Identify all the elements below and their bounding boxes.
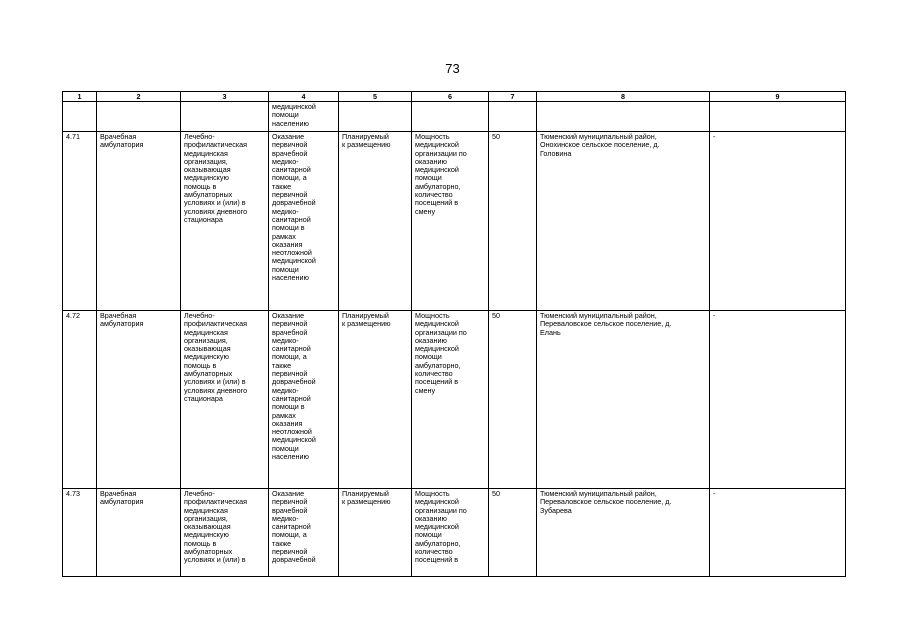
cell-capacity <box>412 102 489 132</box>
cell-type: Лечебно- профилактическая медицинская организация, оказывающая медицинскую помощь в амбулаторных условиях и (или) в условиях дневного стационара <box>181 132 269 311</box>
cell-location: Тюменский муниципальный район, Онохинское сельское поселение, д. Головина <box>537 132 710 311</box>
cell-purpose: медицинской помощи населению <box>269 102 339 132</box>
column-header: 5 <box>339 92 412 102</box>
page-number: 73 <box>445 61 460 76</box>
cell-location: Тюменский муниципальный район, Переваловское сельское поселение, д. Елань <box>537 311 710 489</box>
cell-status: Планируемый к размещению <box>339 311 412 489</box>
cell-purpose: Оказание первичной врачебной медико- санитарной помощи, а также первичной доврачебной <box>269 489 339 577</box>
header-row <box>63 92 846 102</box>
column-header: 3 <box>181 92 269 102</box>
column-header: 7 <box>489 92 537 102</box>
cell-purpose: Оказание первичной врачебной медико- санитарной помощи, а также первичной доврачебной медико- санитарной помощи в рамках оказания неотложной медицинской помощи населению <box>269 132 339 311</box>
cell-value: 50 <box>489 311 537 489</box>
cell-type: Лечебно- профилактическая медицинская организация, оказывающая медицинскую помощь в амбулаторных условиях и (или) в <box>181 489 269 577</box>
column-header: 4 <box>269 92 339 102</box>
table-row <box>63 102 846 132</box>
column-header: 1 <box>63 92 97 102</box>
cell-name: Врачебная амбулатория <box>97 489 181 577</box>
column-header: 9 <box>710 92 846 102</box>
cell-value: 50 <box>489 132 537 311</box>
cell-num: 4.73 <box>63 489 97 577</box>
cell-zone <box>710 102 846 132</box>
cell-value <box>489 102 537 132</box>
cell-value: 50 <box>489 489 537 577</box>
cell-capacity: Мощность медицинской организации по оказанию медицинской помощи амбулаторно, количество посещений в смену <box>412 311 489 489</box>
cell-status: Планируемый к размещению <box>339 489 412 577</box>
cell-type <box>181 102 269 132</box>
column-header: 8 <box>537 92 710 102</box>
cell-type: Лечебно- профилактическая медицинская организация, оказывающая медицинскую помощь в амбулаторных условиях и (или) в условиях дневного стационара <box>181 311 269 489</box>
cell-status <box>339 102 412 132</box>
cell-capacity: Мощность медицинской организации по оказанию медицинской помощи амбулаторно, количество посещений в <box>412 489 489 577</box>
column-header: 6 <box>412 92 489 102</box>
cell-zone: - <box>710 489 846 577</box>
table-row <box>63 132 846 311</box>
table-row <box>63 311 846 489</box>
cell-num: 4.72 <box>63 311 97 489</box>
cell-name: Врачебная амбулатория <box>97 311 181 489</box>
cell-num <box>63 102 97 132</box>
facilities-table <box>62 91 846 577</box>
column-header: 2 <box>97 92 181 102</box>
cell-name: Врачебная амбулатория <box>97 132 181 311</box>
cell-purpose: Оказание первичной врачебной медико- санитарной помощи, а также первичной доврачебной медико- санитарной помощи в рамках оказания неотложной медицинской помощи населению <box>269 311 339 489</box>
cell-zone: - <box>710 311 846 489</box>
cell-status: Планируемый к размещению <box>339 132 412 311</box>
cell-capacity: Мощность медицинской организации по оказанию медицинской помощи амбулаторно, количество посещений в смену <box>412 132 489 311</box>
cell-name <box>97 102 181 132</box>
table-row <box>63 489 846 577</box>
cell-zone: - <box>710 132 846 311</box>
cell-location: Тюменский муниципальный район, Переваловское сельское поселение, д. Зубарева <box>537 489 710 577</box>
cell-location <box>537 102 710 132</box>
cell-num: 4.71 <box>63 132 97 311</box>
